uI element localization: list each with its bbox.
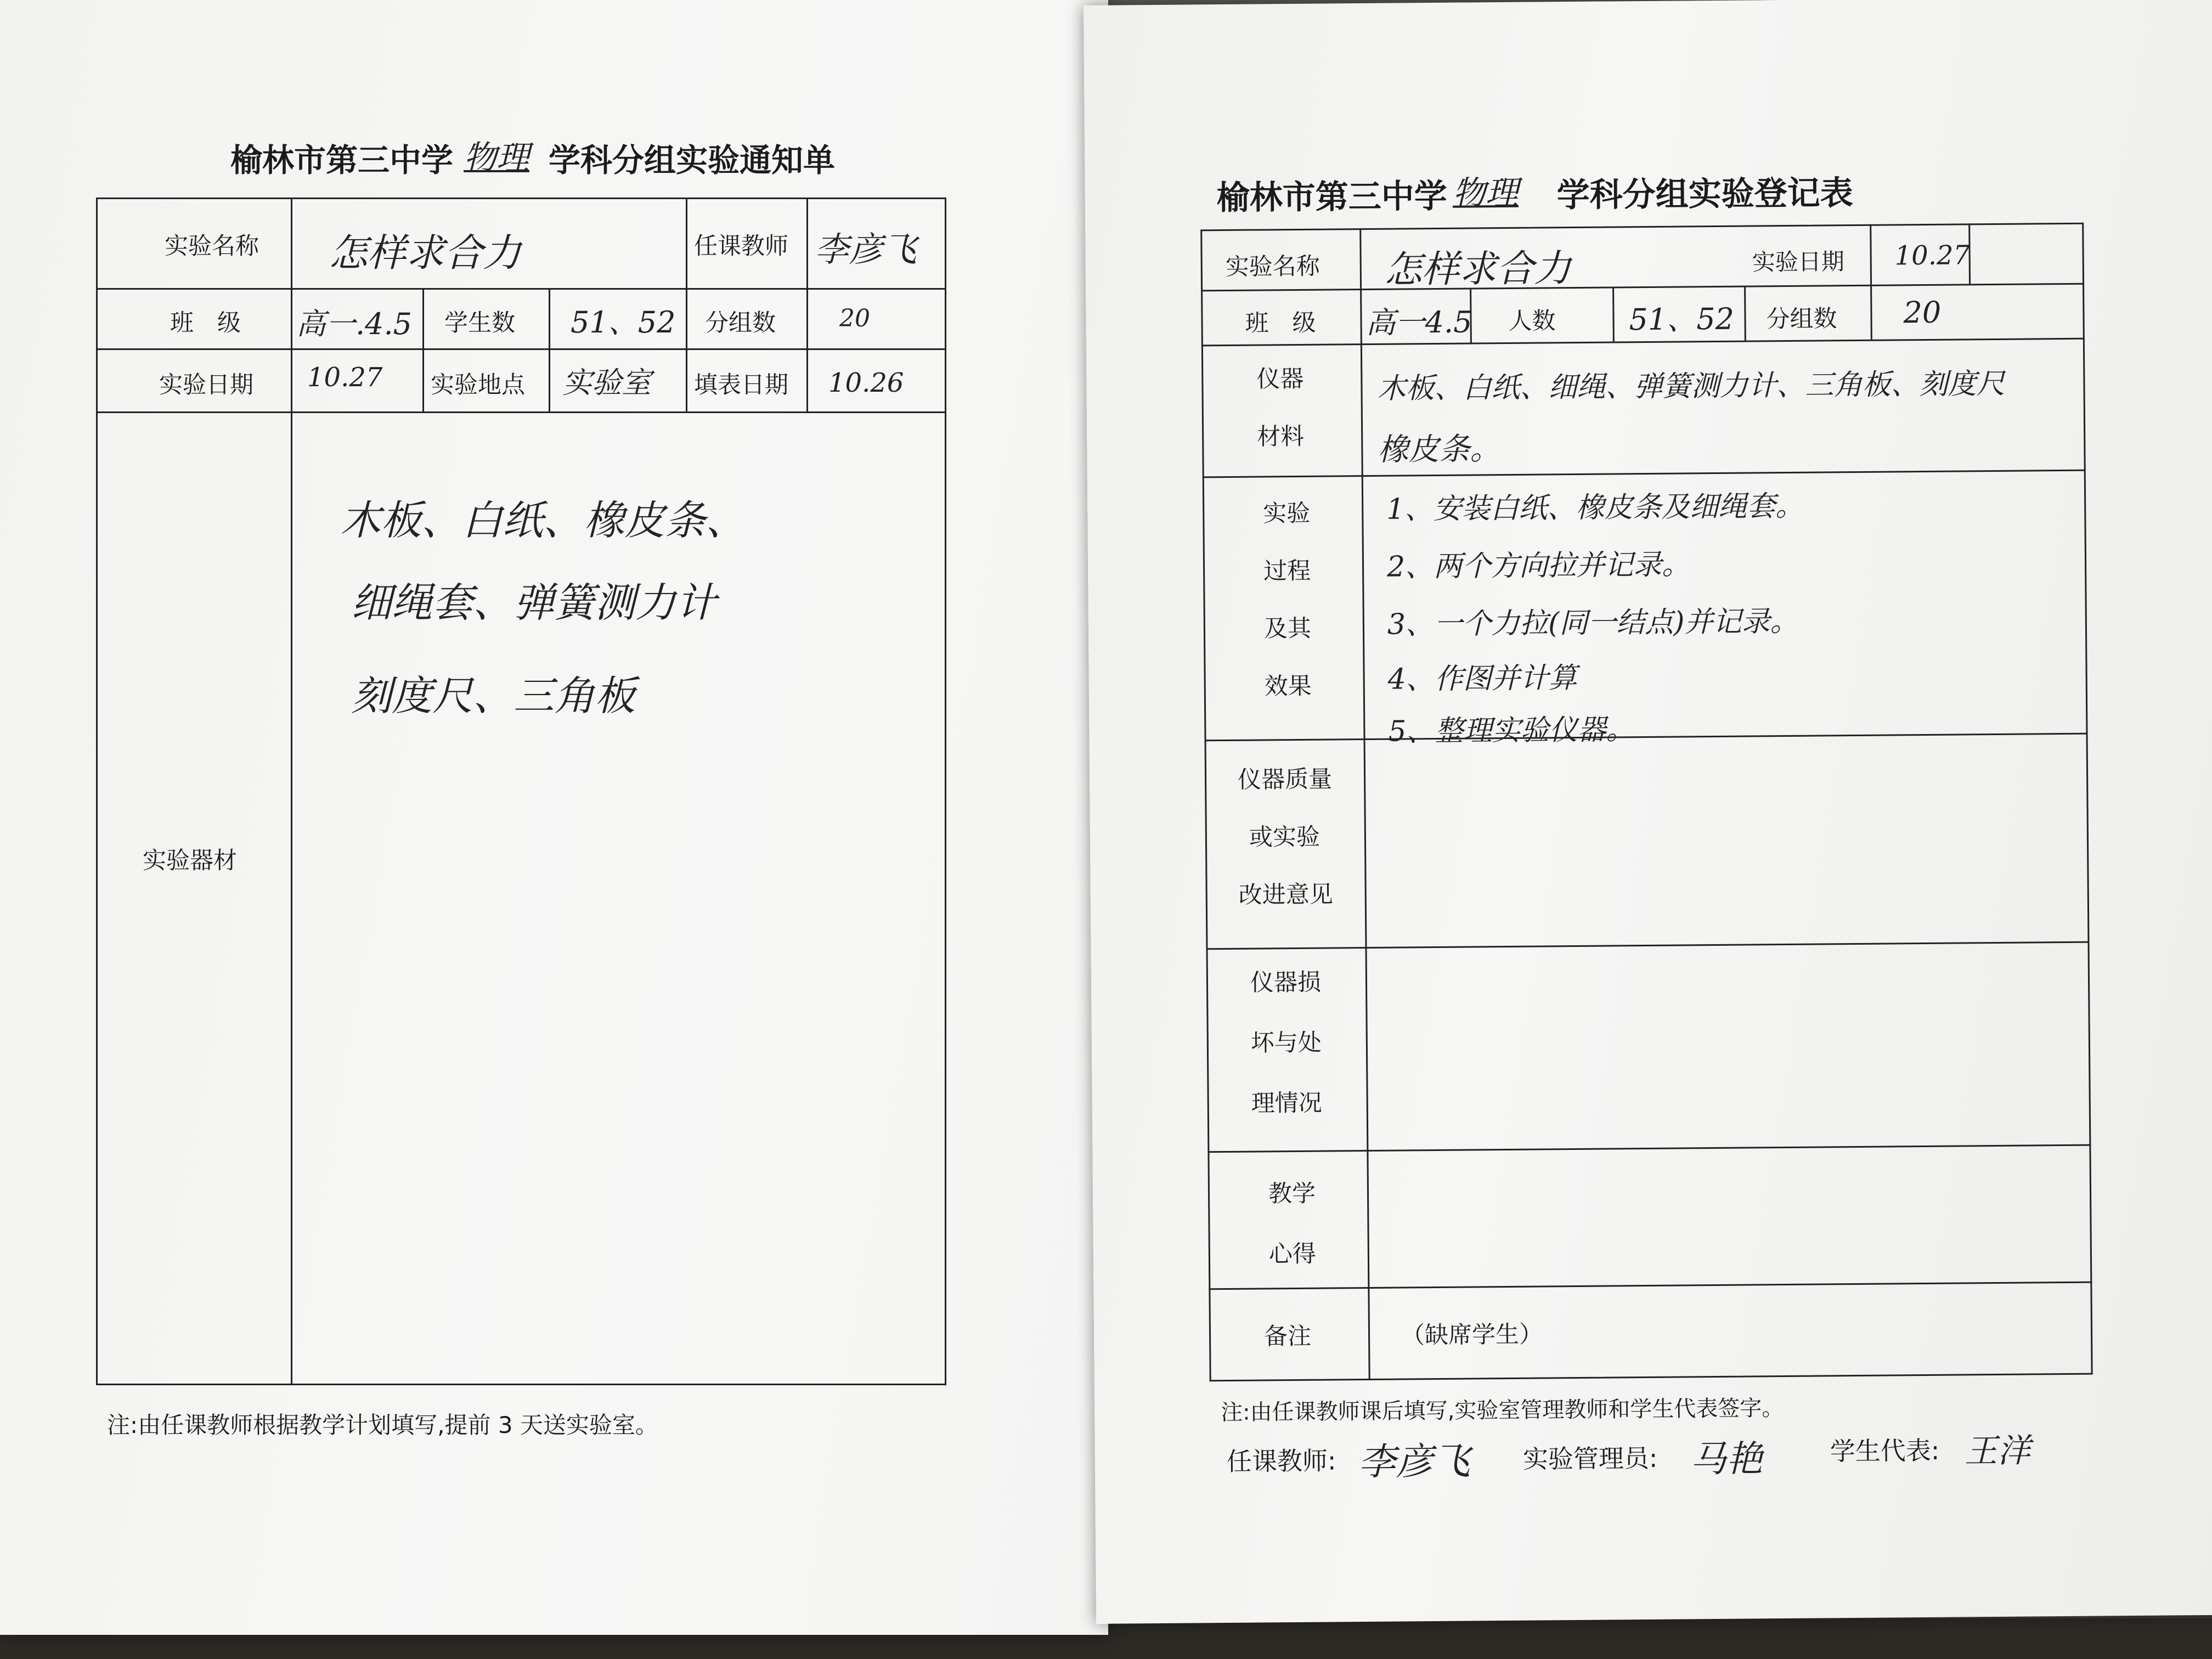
notice-footnote: 注:由任课教师根据教学计划填写,提前 3 天送实验室。 bbox=[107, 1412, 658, 1438]
value-class: 高一.4.5 bbox=[296, 307, 413, 341]
register-form-sheet bbox=[1084, 0, 2212, 1624]
notice-title-suffix: 学科分组实验通知单 bbox=[549, 142, 836, 179]
label-teaching-1: 教学 bbox=[1268, 1180, 1316, 1208]
process-step: 5、整理实验仪器。 bbox=[1388, 713, 1635, 748]
label-remarks: 备注 bbox=[1263, 1322, 1312, 1351]
notice-col-line bbox=[549, 288, 550, 411]
notice-row-line bbox=[96, 288, 946, 290]
notice-row-line bbox=[96, 411, 946, 413]
value-instruments-line1: 木板、白纸、细绳、弹簧测力计、三角板、刻度尺 bbox=[1377, 367, 2005, 405]
value-group-count: 20 bbox=[839, 304, 870, 332]
label-student-count: 学生数 bbox=[444, 309, 515, 337]
value-group-count: 20 bbox=[1903, 295, 1942, 330]
signature-student: 王洋 bbox=[1964, 1431, 2031, 1471]
notice-title-prefix: 榆林市第三中学 bbox=[230, 142, 454, 179]
label-class: 班 级 bbox=[1245, 309, 1316, 337]
label-fill-date: 填表日期 bbox=[694, 371, 788, 399]
label-equipment: 实验器材 bbox=[143, 847, 237, 874]
label-teacher: 任课教师 bbox=[694, 233, 788, 260]
register-title-prefix: 榆林市第三中学 bbox=[1216, 177, 1448, 218]
label-absent-students: （缺席学生） bbox=[1401, 1321, 1543, 1350]
label-experiment-name: 实验名称 bbox=[165, 233, 259, 260]
label-experiment-date: 实验日期 bbox=[159, 371, 253, 399]
register-title-suffix: 学科分组实验登记表 bbox=[1556, 173, 1854, 215]
process-step: 3、一个力拉(同一结点)并记录。 bbox=[1387, 605, 1799, 641]
notice-title-subject: 物理 bbox=[464, 139, 529, 177]
label-quality-2: 或实验 bbox=[1249, 823, 1321, 851]
label-process-3: 及其 bbox=[1263, 614, 1312, 643]
label-sign-student: 学生代表: bbox=[1830, 1435, 1940, 1466]
label-group-count: 分组数 bbox=[1766, 305, 1837, 334]
value-fill-date: 10.26 bbox=[828, 368, 904, 398]
label-instruments-1: 仪器 bbox=[1256, 365, 1304, 393]
label-experiment-location: 实验地点 bbox=[431, 371, 525, 399]
value-teacher: 李彦飞 bbox=[815, 229, 917, 269]
value-class: 高一4.5 bbox=[1365, 304, 1472, 340]
value-experiment-name: 怎样求合力 bbox=[329, 230, 521, 275]
value-instruments-line2: 橡皮条。 bbox=[1378, 431, 1501, 468]
value-student-count: 51、52 bbox=[571, 305, 676, 340]
label-quality-3: 改进意见 bbox=[1238, 881, 1333, 909]
process-step: 1、安装白纸、橡皮条及细绳套。 bbox=[1386, 489, 1804, 526]
register-title-subject: 物理 bbox=[1452, 173, 1519, 213]
notice-row-line bbox=[96, 348, 946, 350]
notice-form-sheet bbox=[0, 0, 1108, 1635]
value-people-count: 51、52 bbox=[1629, 301, 1735, 337]
equipment-line: 刻度尺、三角板 bbox=[351, 673, 635, 720]
label-class: 班 级 bbox=[170, 309, 241, 337]
equipment-line: 木板、白纸、橡皮条、 bbox=[340, 497, 746, 544]
process-step: 4、作图并计算 bbox=[1387, 661, 1577, 696]
label-quality-1: 仪器质量 bbox=[1237, 765, 1333, 794]
signature-admin: 马艳 bbox=[1690, 1437, 1763, 1481]
label-instruments-2: 材料 bbox=[1256, 422, 1305, 451]
label-people-count: 人数 bbox=[1508, 307, 1556, 335]
label-damage-2: 坏与处 bbox=[1250, 1029, 1322, 1057]
notice-col-line bbox=[422, 288, 424, 411]
label-sign-admin: 实验管理员: bbox=[1522, 1443, 1658, 1474]
process-step: 2、两个方向拉并记录。 bbox=[1386, 548, 1691, 584]
value-experiment-name: 怎样求合力 bbox=[1384, 247, 1572, 292]
label-experiment-date: 实验日期 bbox=[1752, 248, 1844, 276]
register-footnote: 注:由任课教师课后填写,实验室管理教师和学生代表签字。 bbox=[1220, 1396, 1784, 1426]
notice-col-line bbox=[686, 198, 687, 411]
label-experiment-name: 实验名称 bbox=[1225, 252, 1320, 281]
label-group-count: 分组数 bbox=[705, 309, 776, 337]
signature-teacher: 李彦飞 bbox=[1358, 1440, 1471, 1485]
value-experiment-date: 10.27 bbox=[307, 362, 383, 393]
label-process-4: 效果 bbox=[1264, 672, 1312, 701]
label-damage-1: 仪器损 bbox=[1250, 968, 1322, 997]
label-process-1: 实验 bbox=[1263, 499, 1311, 528]
notice-col-line bbox=[806, 198, 808, 411]
value-experiment-date: 10.27 bbox=[1894, 240, 1971, 272]
value-experiment-location: 实验室 bbox=[562, 365, 651, 400]
equipment-line: 细绳套、弹簧测力计 bbox=[351, 579, 716, 627]
notice-col-line bbox=[291, 198, 292, 1385]
label-teaching-2: 心得 bbox=[1268, 1240, 1317, 1268]
label-sign-teacher: 任课教师: bbox=[1226, 1446, 1336, 1477]
label-process-2: 过程 bbox=[1263, 557, 1311, 585]
label-damage-3: 理情况 bbox=[1251, 1089, 1322, 1118]
